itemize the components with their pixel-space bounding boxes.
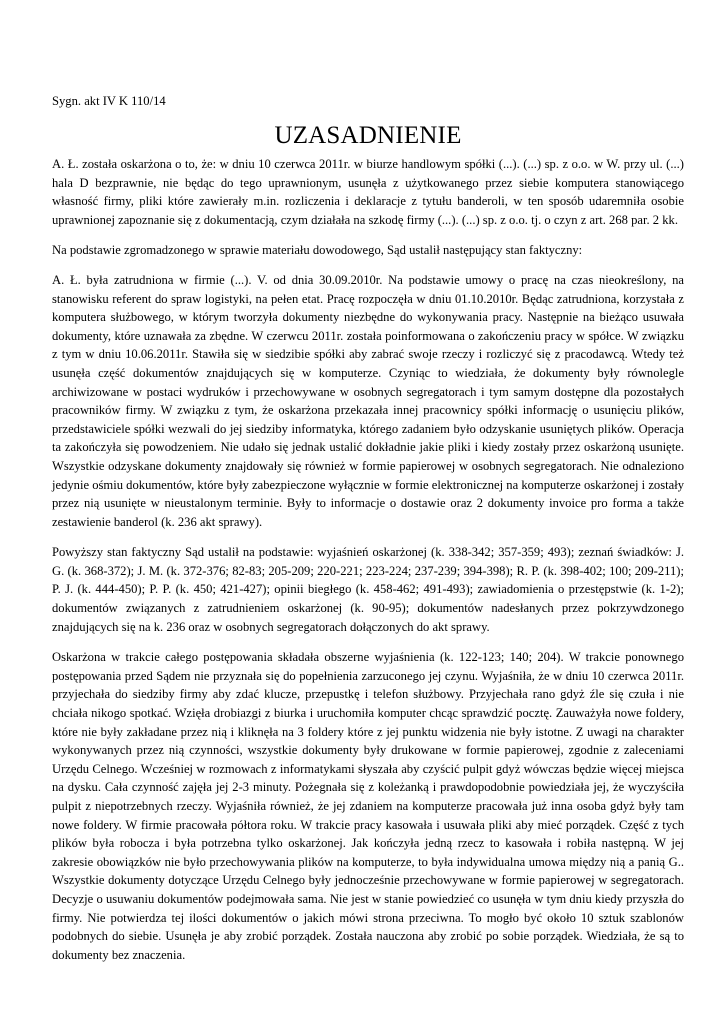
paragraph-facts: A. Ł. była zatrudniona w firmie (...). V. od dnia 30.09.2010r. Na podstawie umowy o pracę na czas nieokreślony, na stanowisku referent do spraw logistyki, na pełen etat. Pracę rozpoczęła w dniu 01.10.2010r. Będąc zatrudniona, korzystała z komputera służbowego, w którym tworzyła dokumenty niezbędne do wykonywania pracy. Następnie na bieżąco usuwała dokumenty, które uznawała za zbędne. W czerwcu 2011r. została poinformowana o zakończeniu pracy w spółce. W związku z tym w dniu 10.06.2011r. Stawiła się w siedzibie spółki aby zabrać swoje rzeczy i rozliczyć się z pracodawcą. Wtedy też usunęła część dokumentów znajdujących się w komputerze. Czyniąc to wiedziała, że dokumenty były równolegle archiwizowane w postaci wydruków i przechowywane w osobnych segregatorach i tym samym dostępne dla pozostałych pracowników firmy. W związku z tym, że oskarżona przekazała innej pracownicy spółki informację o usunięciu plików, przedstawiciele spółki wezwali do jej siedziby informatyka, którego zadaniem było odzyskanie usuniętych plików. Operacja ta zakończyła się powodzeniem. Nie udało się jednak ustalić dokładnie jakie pliki i kiedy zostały przez oskarżoną usunięte. Wszystkie odzyskane dokumenty znajdowały się również w formie papierowej w osobnych segregatorach. Nie odnaleziono jedynie ośmiu dokumentów, które były zabezpieczone wyłącznie w formie elektronicznej na komputerze oskarżonej i zostały przez nią usunięte w nieustalonym terminie. Były to informacje o dostawie oraz 2 dokumenty invoice pro forma a także zestawienie banderol (k. 236 akt sprawy).	[52, 272, 684, 529]
document-title: UZASADNIENIE	[274, 122, 462, 149]
paragraph-findings-intro: Na podstawie zgromadzonego w sprawie materiału dowodowego, Sąd ustalił następujący stan faktyczny:	[52, 243, 583, 258]
paragraph-evidence: Powyższy stan faktyczny Sąd ustalił na podstawie: wyjaśnień oskarżonej (k. 338-342; 357-359; 493); zeznań świadków: J. G. (k. 368-372); J. M. (k. 372-376; 82-83; 205-209; 220-221; 223-224; 237-239; 394-398); R. P. (k. 398-402; 100; 209-211); P. J. (k. 444-450); P. P. (k. 450; 421-427); opinii biegłego (k. 458-462; 491-493); zawiadomienia o przestępstwie (k. 1-2); dokumentów związanych z zatrudnieniem oskarżonej (k. 90-95); dokumentów nadesłanych przez pokrzywdzonego znajdujących się na k. 236 oraz w osobnych segregatorach dołączonych do akt sprawy.	[52, 545, 684, 634]
paragraph-explanations: Oskarżona w trakcie całego postępowania składała obszerne wyjaśnienia (k. 122-123; 140; 204). W trakcie ponownego postępowania przed Sądem nie przyznała się do popełnienia zarzuconego jej czynu. Wyjaśniła, że w dniu 10 czerwca 2011r. przyjechała do siedziby firmy aby zdać klucze, przepustkę i telefon służbowy. Przyjechała rano gdyż źle się czuła i nie chciała nikogo spotkać. Wzięła drobiazgi z biurka i uruchomiła komputer chcąc sprawdzić pocztę. Zauważyła nowe foldery, które nie były zakładane przez nią i kliknęła na 3 foldery które z jej punktu widzenia nie były istotne. Z uwagi na charakter wykonywanych przez nią czynności, wszystkie dokumenty były drukowane w formie papierowej, zgodnie z zaleceniami Urzędu Celnego. Wcześniej w rozmowach z informatykami słyszała aby czyścić pulpit gdyż wówczas będzie więcej miejsca na dysku. Cała czynność zajęła jej 2-3 minuty. Pożegnała się z koleżanką i prawdopodobnie powiedziała jej, że wyczyściła pulpit z niepotrzebnych rzeczy. Wyjaśniła również, że jej zdaniem na komputerze pracowała już inna osoba gdyż były tam nowe foldery. W firmie pracowała półtora roku. W trakcie pracy kasowała i usuwała pliki aby mieć porządek. Część z tych plików była robocza i była potrzebna tylko oskarżonej. Jak kończyła jedną rzecz to kasowała i robiła następną. W jej zakresie obowiązków nie było przechowywania plików na komputerze, to była indywidualna umowa między nią a panią G.. Wszystkie dokumenty dotyczące Urzędu Celnego były jednocześnie przechowywane w formie papierowej w segregatorach. Decyzje o usuwaniu dokumentów podejmowała sama. Nie jest w stanie powiedzieć co usunęła w tym dniu kiedy przyszła do firmy. Nie potwierdza tej ilości dokumentów o jakich mówi strona przeciwna. To mogło być około 10 sztuk szablonów podobnych do siebie. Usunęła je aby zrobić porządek. Została nauczona aby zrobić po sobie porządek. Wiedziała, że są to dokumenty bez znaczenia.	[52, 650, 684, 962]
paragraph-charge: A. Ł. została oskarżona o to, że: w dniu 10 czerwca 2011r. w biurze handlowym spółki (...). (...) sp. z o.o. w W. przy ul. (...) hala D bezprawnie, nie będąc do tego uprawnionym, usunęła z użytkowanego przez siebie komputera stanowiącego własność firmy, pliki które zawierały m.in. rozliczenia i deklaracje z tytułu banderoli, w ten sposób udaremniła osobie uprawnionej zapoznanie się z dokumentacją, czym działała na szkodę firmy (...). (...) sp. z o.o. tj. o czyn z art. 268 par. 2 kk.	[52, 157, 684, 227]
document-page	[52, 93, 684, 976]
case-signature: Sygn. akt IV K 110/14	[52, 94, 166, 108]
